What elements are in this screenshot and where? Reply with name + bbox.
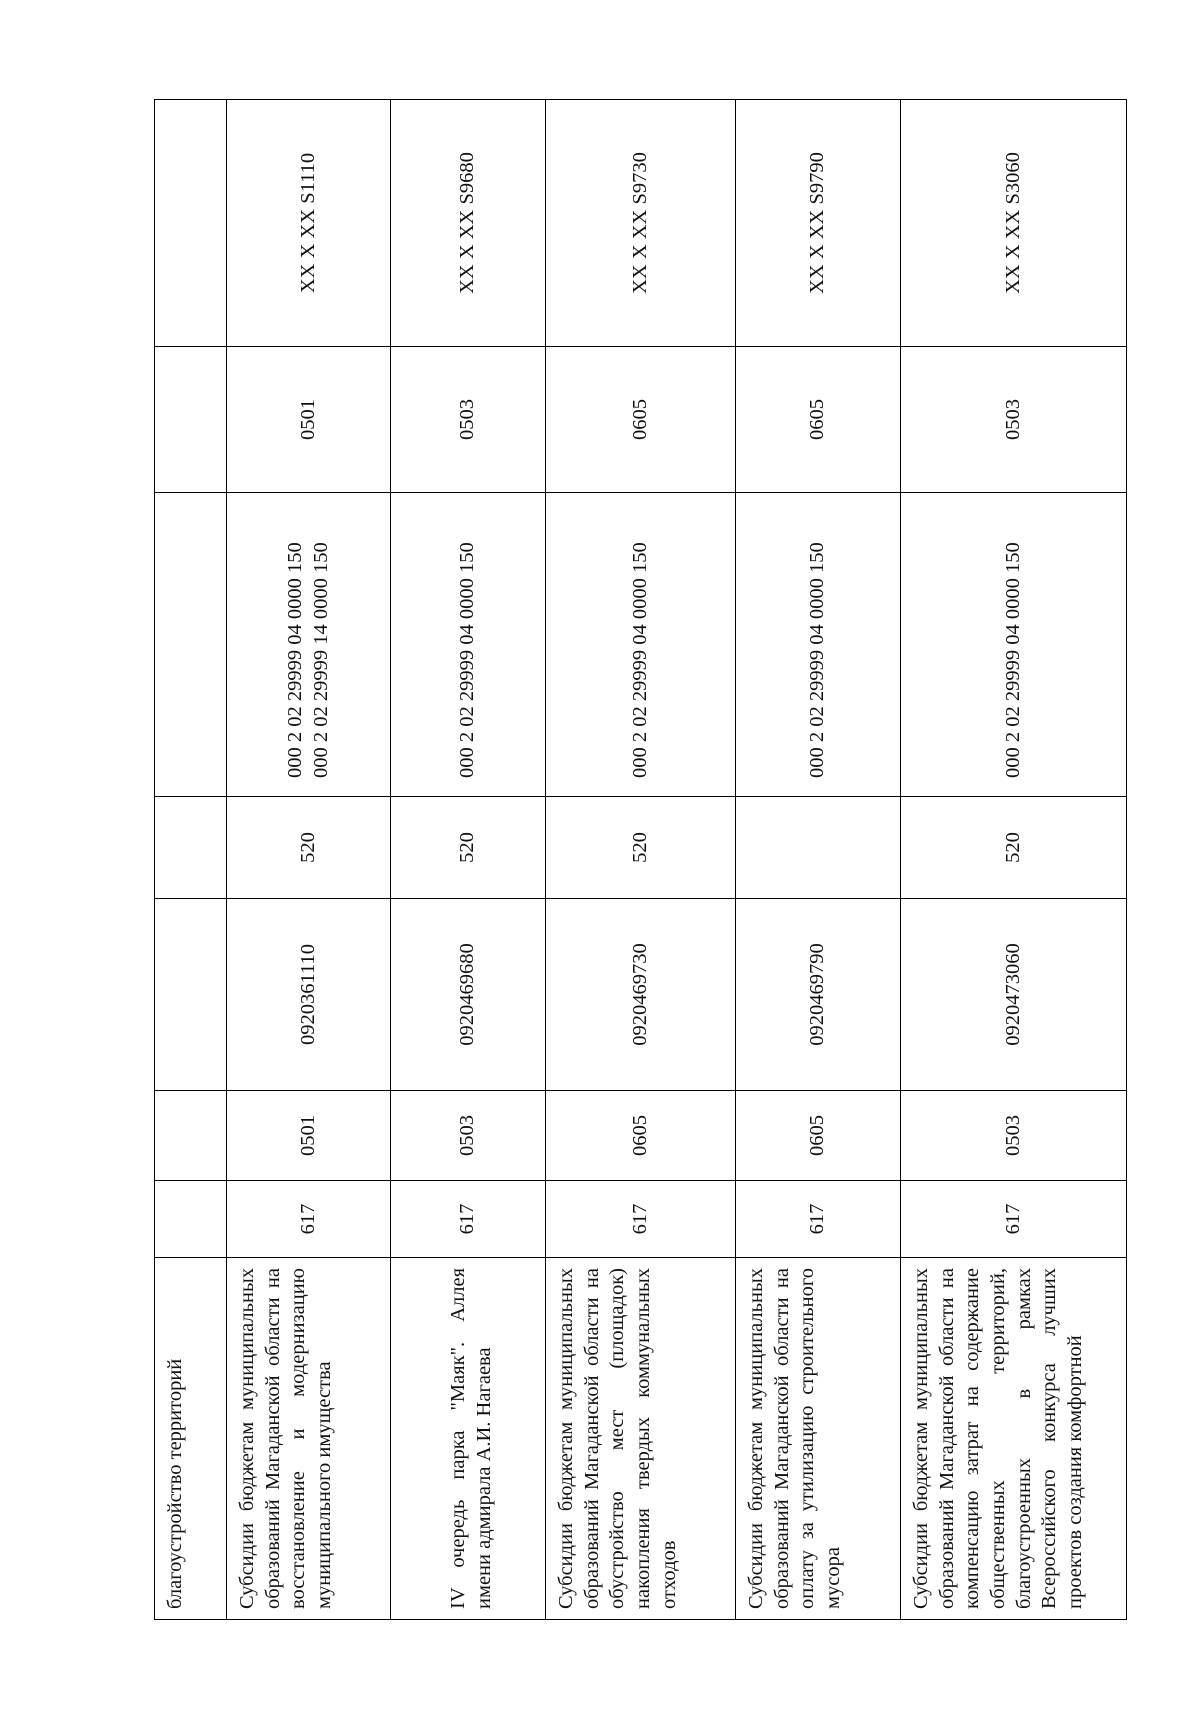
expense-kind: 520 xyxy=(546,797,736,899)
expense-kind: 520 xyxy=(901,797,1127,899)
admin-code: 617 xyxy=(546,1181,736,1258)
section-code: 0501 xyxy=(227,1091,391,1181)
income-code: 000 2 02 29999 04 0000 150 xyxy=(391,493,546,797)
table-row xyxy=(391,100,546,1620)
row-description: Субсидии бюджетам муниципальных образований Магаданской области на компенсацию затрат на содержание общественных территорий, благоустроенных в рамках Всероссийского конкурса лучших проектов создания комфортной xyxy=(901,1258,1127,1620)
admin-code: 617 xyxy=(901,1181,1127,1258)
row-description: IV очередь парка "Маяк". Аллея имени адмирала А.И. Нагаева xyxy=(391,1258,546,1620)
admin-code: 617 xyxy=(391,1181,546,1258)
admin-code: 617 xyxy=(227,1181,391,1258)
income-code: 000 2 02 29999 04 0000 150 000 2 02 29999 14 0000 150 xyxy=(227,493,391,797)
expense-code: XX X XX S9680 xyxy=(391,100,546,347)
income-code xyxy=(155,493,227,797)
expense-kind xyxy=(155,797,227,899)
row-description: благоустройство территорий xyxy=(155,1258,227,1620)
income-code: 000 2 02 29999 04 0000 150 xyxy=(901,493,1127,797)
expense-kind xyxy=(736,797,901,899)
section-code: 0605 xyxy=(736,1091,901,1181)
section-code: 0503 xyxy=(391,1091,546,1181)
section-code: 0503 xyxy=(901,1091,1127,1181)
expense-code: XX X XX S9790 xyxy=(736,100,901,347)
table-row xyxy=(546,100,736,1620)
rotated-table-container xyxy=(154,100,1126,1620)
target-article: 0920469790 xyxy=(736,899,901,1091)
table-row xyxy=(155,100,227,1620)
income-code: 000 2 02 29999 04 0000 150 xyxy=(736,493,901,797)
expense-code: XX X XX S1110 xyxy=(227,100,391,347)
expense-kind: 520 xyxy=(391,797,546,899)
income-code: 000 2 02 29999 04 0000 150 xyxy=(546,493,736,797)
target-article: 0920469680 xyxy=(391,899,546,1091)
section-code-2 xyxy=(155,347,227,493)
target-article xyxy=(155,899,227,1091)
expense-code xyxy=(155,100,227,347)
section-code xyxy=(155,1091,227,1181)
admin-code: 617 xyxy=(736,1181,901,1258)
row-description: Субсидии бюджетам муниципальных образований Магаданской области на восстановление и модернизацию муниципального имущества xyxy=(227,1258,391,1620)
table-row xyxy=(227,100,391,1620)
expense-code: XX X XX S9730 xyxy=(546,100,736,347)
section-code-2: 0605 xyxy=(546,347,736,493)
section-code: 0605 xyxy=(546,1091,736,1181)
expense-code: XX X XX S3060 xyxy=(901,100,1127,347)
budget-table xyxy=(154,99,1127,1620)
section-code-2: 0605 xyxy=(736,347,901,493)
admin-code xyxy=(155,1181,227,1258)
section-code-2: 0503 xyxy=(901,347,1127,493)
section-code-2: 0501 xyxy=(227,347,391,493)
table-row xyxy=(736,100,901,1620)
row-description: Субсидии бюджетам муниципальных образований Магаданской области на обустройство мест (площадок) накопления твердых коммунальных отходов xyxy=(546,1258,736,1620)
section-code-2: 0503 xyxy=(391,347,546,493)
row-description: Субсидии бюджетам муниципальных образований Магаданской области на оплату за утилизацию строительного мусора xyxy=(736,1258,901,1620)
table-row xyxy=(901,100,1127,1620)
expense-kind: 520 xyxy=(227,797,391,899)
target-article: 0920473060 xyxy=(901,899,1127,1091)
target-article: 0920469730 xyxy=(546,899,736,1091)
target-article: 0920361110 xyxy=(227,899,391,1091)
